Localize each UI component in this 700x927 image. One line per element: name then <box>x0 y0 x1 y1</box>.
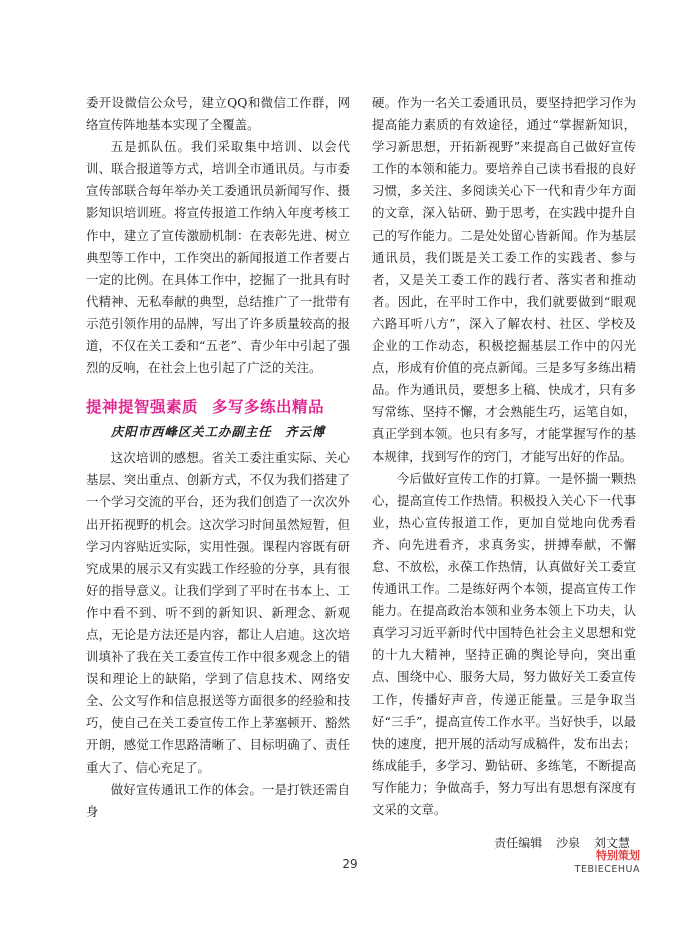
editors-label: 责任编辑 <box>494 836 543 851</box>
editor-name: 刘文慧 <box>593 836 630 851</box>
right-column <box>372 92 636 853</box>
left-column <box>86 92 350 823</box>
article-title-part2: 多写多练出精品 <box>212 398 325 417</box>
body-paragraph: 这次培训的感想。省关工委注重实际、关心基层、突出重点、创新方式，不仅为我们搭建了一个学习交流的平台，还为我们创造了一次次外出开拓视野的机会。这次学习时间虽然短暂，但学习内容贴近实际，实用性强。课程内容既有研究成果的展示又有实践工作经验的分享，具有很好的指导意义。让我们学到了平时在书本上、工作中看不到、听不到的新知识、新理念、新观点，无论是方法还是内容，都让人启迪。这次培训填补了我在关工委宣传工作中很多观念上的错误和理论上的缺陷，学到了信息技术、网络安全、公文写作和信息报送等方面很多的经验和技巧，使自己在关工委宣传工作上茅塞顿开、豁然开朗，感觉工作思路清晰了、目标明确了、责任重大了、信心充足了。 <box>86 450 350 775</box>
section-title-cn: 特别策划 <box>596 849 640 862</box>
section-title-en: TEBIECEHUA <box>574 864 640 875</box>
body-paragraph: 五是抓队伍。我们采取集中培训、以会代训、联合报道等方式，培训全市通讯员。与市委宣传部联合每年举办关工委通讯员新闻写作、摄影知识培训班。将宣传报道工作纳入年度考核工作中，建立了宣传激励机制：在表彰先进、树立典型等工作中，工作突出的新闻报道工作者要占一定的比例。在具体工作中，挖掘了一批具有时代精神、无私奉献的典型，总结推广了一批带有示范引领作用的品牌，写出了许多质量较高的报道，不仅在关工委和“五老”、青少年中引起了强烈的反响，在社会上也引起了广泛的关注。 <box>86 139 350 376</box>
body-paragraph: 硬。作为一名关工委通讯员，要坚持把学习作为提高能力素质的有效途径，通过“掌握新知识，学习新思想，开拓新视野”来提高自己做好宣传工作的本领和能力。要培养自己读书看报的良好习惯，多关注、多阅读关心下一代和青少年方面的文章，深入钻研、勤于思考，在实践中提升自己的写作能力。二是处处留心皆新闻。作为基层通讯员，我们既是关工委工作的实践者、参与者，又是关工委工作的践行者、落实者和推动者。因此，在平时工作中，我们就要做到“眼观六路耳听八方”，深入了解农村、社区、学校及企业的工作动态，积极挖掘基层工作中的闪光点，形成有价值的亮点新闻。三是多写多练出精品。作为通讯员，要想多上稿、快成才，只有多写常练、坚持不懈，才会熟能生巧，运笔自如，真正学到本领。也只有多写，才能掌握写作的基本规律，找到写作的窍门，才能写出好的作品。 <box>372 95 636 464</box>
body-paragraph: 今后做好宣传工作的打算。一是怀揣一颗热心，提高宣传工作热情。积极投入关心下一代事业，热心宣传报道工作，更加自觉地向优秀看齐、向先进看齐，求真务实，拼搏奉献，不懈怠、不放松，永葆工作热情，认真做好关工委宣传通讯工作。二是练好两个本领，提高宣传工作能力。在提高政治本领和业务本领上下功夫，认真学习习近平新时代中国特色社会主义思想和党的十九大精神，坚持正确的舆论导向，突出重点、围绕中心、服务大局，努力做好关工委宣传工作，传播好声音，传递正能量。三是争取当好“三手”，提高宣传工作水平。当好快手，以最快的速度，把开展的活动写成稿件，发布出去；练成能手，多学习、勤钻研、多练笔，不断提高写作能力；争做高手，努力写出有思想有深度有文采的文章。 <box>372 470 636 817</box>
article-title <box>86 395 350 419</box>
editor-name: 沙泉 <box>556 836 581 851</box>
page-number: 29 <box>342 857 358 871</box>
author-byline: 庆阳市西峰区关工办副主任 齐云博 <box>110 424 326 440</box>
section-mark <box>575 849 640 876</box>
article-title-part1: 提神提智强素质 <box>86 398 199 417</box>
body-paragraph: 做好宣传通讯工作的体会。一是打铁还需自身 <box>86 781 350 819</box>
body-paragraph: 委开设微信公众号，建立QQ和微信工作群，网络宣传阵地基本实现了全覆盖。 <box>86 95 350 133</box>
